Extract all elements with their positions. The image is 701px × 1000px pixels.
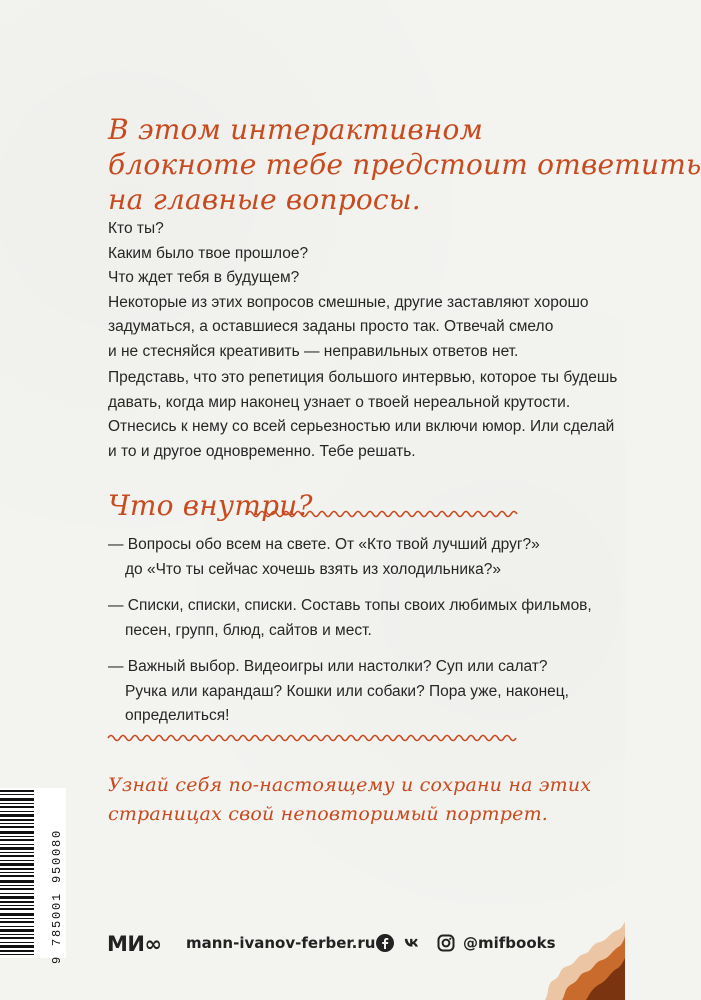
list-item-line: — Списки, списки, списки. Составь топы своих любимых фильмов, — [108, 597, 592, 614]
publisher-logo: МИ∞ — [107, 932, 162, 956]
interview-line: Отнесись к нему со всей серьезностью или включи юмор. Или сделай — [108, 418, 615, 435]
instagram-icon[interactable] — [437, 934, 455, 952]
main-heading — [108, 112, 701, 217]
intro-line: Некоторые из этих вопросов смешные, другие заставляют хорошо — [108, 293, 589, 311]
inside-list — [108, 533, 592, 741]
list-item-line: Ручка или карандаш? Кошки или собаки? Пора уже, наконец, — [125, 682, 569, 700]
list-item-line: песен, групп, блюд, сайтов и мест. — [125, 621, 372, 639]
heading-line: на главные вопросы. — [108, 183, 421, 216]
publisher-website-link[interactable]: mann-ivanov-ferber.ru — [186, 934, 376, 952]
list-item — [108, 655, 569, 729]
vk-icon[interactable] — [404, 934, 422, 952]
facebook-icon[interactable] — [376, 934, 394, 952]
interview-line: Представь, что это репетиция большого интервью, которое ты будешь — [108, 369, 618, 386]
list-item-line: — Вопросы обо всем на свете. От «Кто твой лучший друг?» — [108, 536, 540, 553]
inside-section-title: Что внутри? — [108, 489, 313, 522]
isbn-digits: 9 785001 950080 — [50, 828, 64, 964]
closing-line: страницах свой неповторимый портрет. — [108, 803, 549, 825]
closing-line: Узнай себя по-настоящему и сохрани на этих — [108, 774, 592, 796]
wavy-divider-top — [247, 509, 520, 519]
heading-line: блокноте тебе предстоит ответить — [108, 148, 701, 181]
wavy-divider-bottom — [108, 733, 518, 743]
social-handle[interactable]: @mifbooks — [463, 934, 556, 952]
list-item — [108, 594, 592, 643]
intro-line: Каким было твое прошлое? — [108, 244, 309, 262]
list-item — [108, 533, 558, 582]
interview-line: и то и другое одновременно. Тебе решать. — [108, 442, 416, 460]
list-item-line: — Важный выбор. Видеоигры или настолки? Суп или салат? — [108, 658, 548, 675]
intro-line: Кто ты? — [108, 220, 164, 237]
closing-text — [108, 771, 592, 829]
burnt-corner-decoration — [520, 922, 625, 1000]
intro-line: Что ждет тебя в будущем? — [108, 269, 300, 286]
list-item-line: до «Что ты сейчас хочешь взять из холодильника?» — [125, 560, 501, 578]
interview-line: давать, когда мир наконец узнает о твоей нереальной крутости. — [108, 393, 571, 411]
heading-line: В этом интерактивном — [108, 113, 484, 146]
intro-line: задуматься, а оставшиеся заданы просто так. Отвечай смело — [108, 318, 554, 335]
intro-paragraph — [108, 217, 589, 364]
interview-paragraph — [108, 366, 618, 464]
intro-line: и не стесняйся креативить — неправильных ответов нет. — [108, 342, 519, 360]
list-item-line: определиться! — [125, 707, 230, 724]
